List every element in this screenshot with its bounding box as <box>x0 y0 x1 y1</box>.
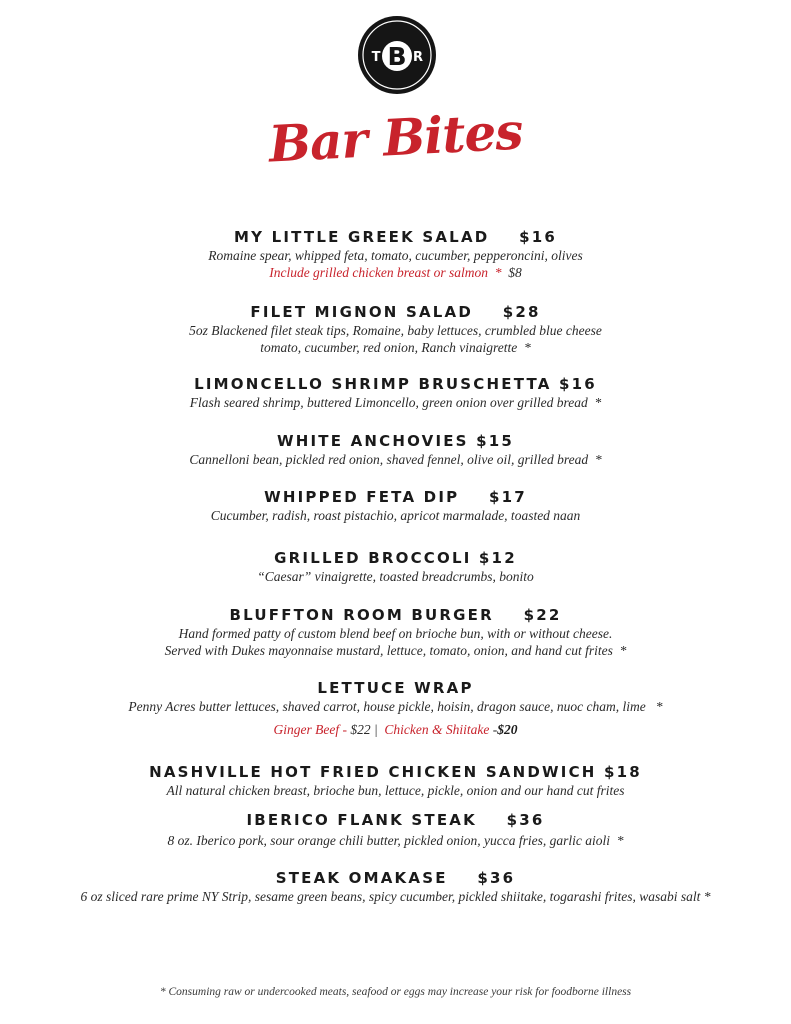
item-description: Hand formed patty of custom blend beef on brioche bun, with or without cheese. <box>178 626 613 641</box>
item-name: LETTUCE WRAP <box>317 679 474 697</box>
menu-item-lettuce-wrap <box>0 678 791 738</box>
item-addon <box>0 264 791 281</box>
menu-title: Bar Bites <box>267 101 524 174</box>
option-dash: - <box>489 722 498 737</box>
item-name: NASHVILLE HOT FRIED CHICKEN SANDWICH $18 <box>149 763 642 781</box>
item-name: WHITE ANCHOVIES $15 <box>276 432 515 450</box>
item-description: Flash seared shrimp, buttered Limoncello, green onion over grilled bread * <box>189 395 602 410</box>
item-name: LIMONCELLO SHRIMP BRUSCHETTA $16 <box>194 375 597 393</box>
item-name: BLUFFTON ROOM BURGER $22 <box>229 606 562 624</box>
item-description: Romaine spear, whipped feta, tomato, cucumber, pepperoncini, olives <box>208 248 583 263</box>
food-safety-disclaimer: * Consuming raw or undercooked meats, seafood or eggs may increase your risk for foodborne illness <box>159 986 632 998</box>
item-description: 5oz Blackened filet steak tips, Romaine, baby lettuces, crumbled blue cheese <box>189 323 602 338</box>
item-description: Cucumber, radish, roast pistachio, apricot marmalade, toasted naan <box>210 508 581 523</box>
menu-item-filet-mignon-salad <box>0 302 791 356</box>
logo-letter-r: R <box>412 50 424 65</box>
menu-item-white-anchovies <box>0 431 791 468</box>
menu-item-grilled-broccoli <box>0 548 791 585</box>
item-name: GRILLED BROCCOLI $12 <box>274 549 517 567</box>
menu-item-hot-chicken-sandwich <box>0 762 791 799</box>
item-name: MY LITTLE GREEK SALAD $16 <box>233 228 558 246</box>
item-name: FILET MIGNON SALAD $28 <box>250 303 541 321</box>
item-description: 6 oz sliced rare prime NY Strip, sesame green beans, spicy cucumber, pickled shiitake, togarashi frites, wasabi salt * <box>80 889 711 904</box>
item-name: IBERICO FLANK STEAK $36 <box>246 811 545 829</box>
item-description: Penny Acres butter lettuces, shaved carrot, house pickle, hoisin, dragon sauce, nuoc cham, lime * <box>128 699 663 714</box>
menu-item-iberico-flank-steak <box>0 810 791 849</box>
item-name: STEAK OMAKASE $36 <box>275 869 516 887</box>
item-description: “Caesar” vinaigrette, toasted breadcrumbs, bonito <box>257 569 534 584</box>
item-name: WHIPPED FETA DIP $17 <box>264 488 527 506</box>
item-description: All natural chicken breast, brioche bun, lettuce, pickle, onion and our hand cut frites <box>166 783 625 798</box>
tbr-logo <box>357 15 437 95</box>
menu-item-steak-omakase <box>0 868 791 905</box>
menu-item-shrimp-bruschetta <box>0 374 791 411</box>
item-description: 8 oz. Iberico pork, sour orange chili butter, pickled onion, yucca fries, garlic aioli * <box>167 833 624 848</box>
option-separator: | <box>370 722 385 737</box>
option-price: $22 <box>350 722 371 737</box>
logo-letter-t: T <box>371 50 381 65</box>
menu-item-bluffton-burger <box>0 605 791 659</box>
option-ginger-beef: Ginger Beef - <box>273 722 351 737</box>
addon-text: Include grilled chicken breast or salmon * <box>269 265 509 280</box>
item-description: tomato, cucumber, red onion, Ranch vinaigrette * <box>260 340 531 355</box>
item-description: Served with Dukes mayonnaise mustard, lettuce, tomato, onion, and hand cut frites * <box>164 643 627 658</box>
menu-item-whipped-feta-dip <box>0 487 791 524</box>
item-options <box>0 721 791 738</box>
item-description: Cannelloni bean, pickled red onion, shaved fennel, olive oil, grilled bread * <box>189 452 602 467</box>
menu-item-greek-salad <box>0 227 791 281</box>
logo-letter-b: B <box>387 42 407 71</box>
option-chicken-shiitake: Chicken & Shiitake <box>384 722 490 737</box>
addon-price: $8 <box>508 265 522 280</box>
option-price: $20 <box>497 722 518 737</box>
